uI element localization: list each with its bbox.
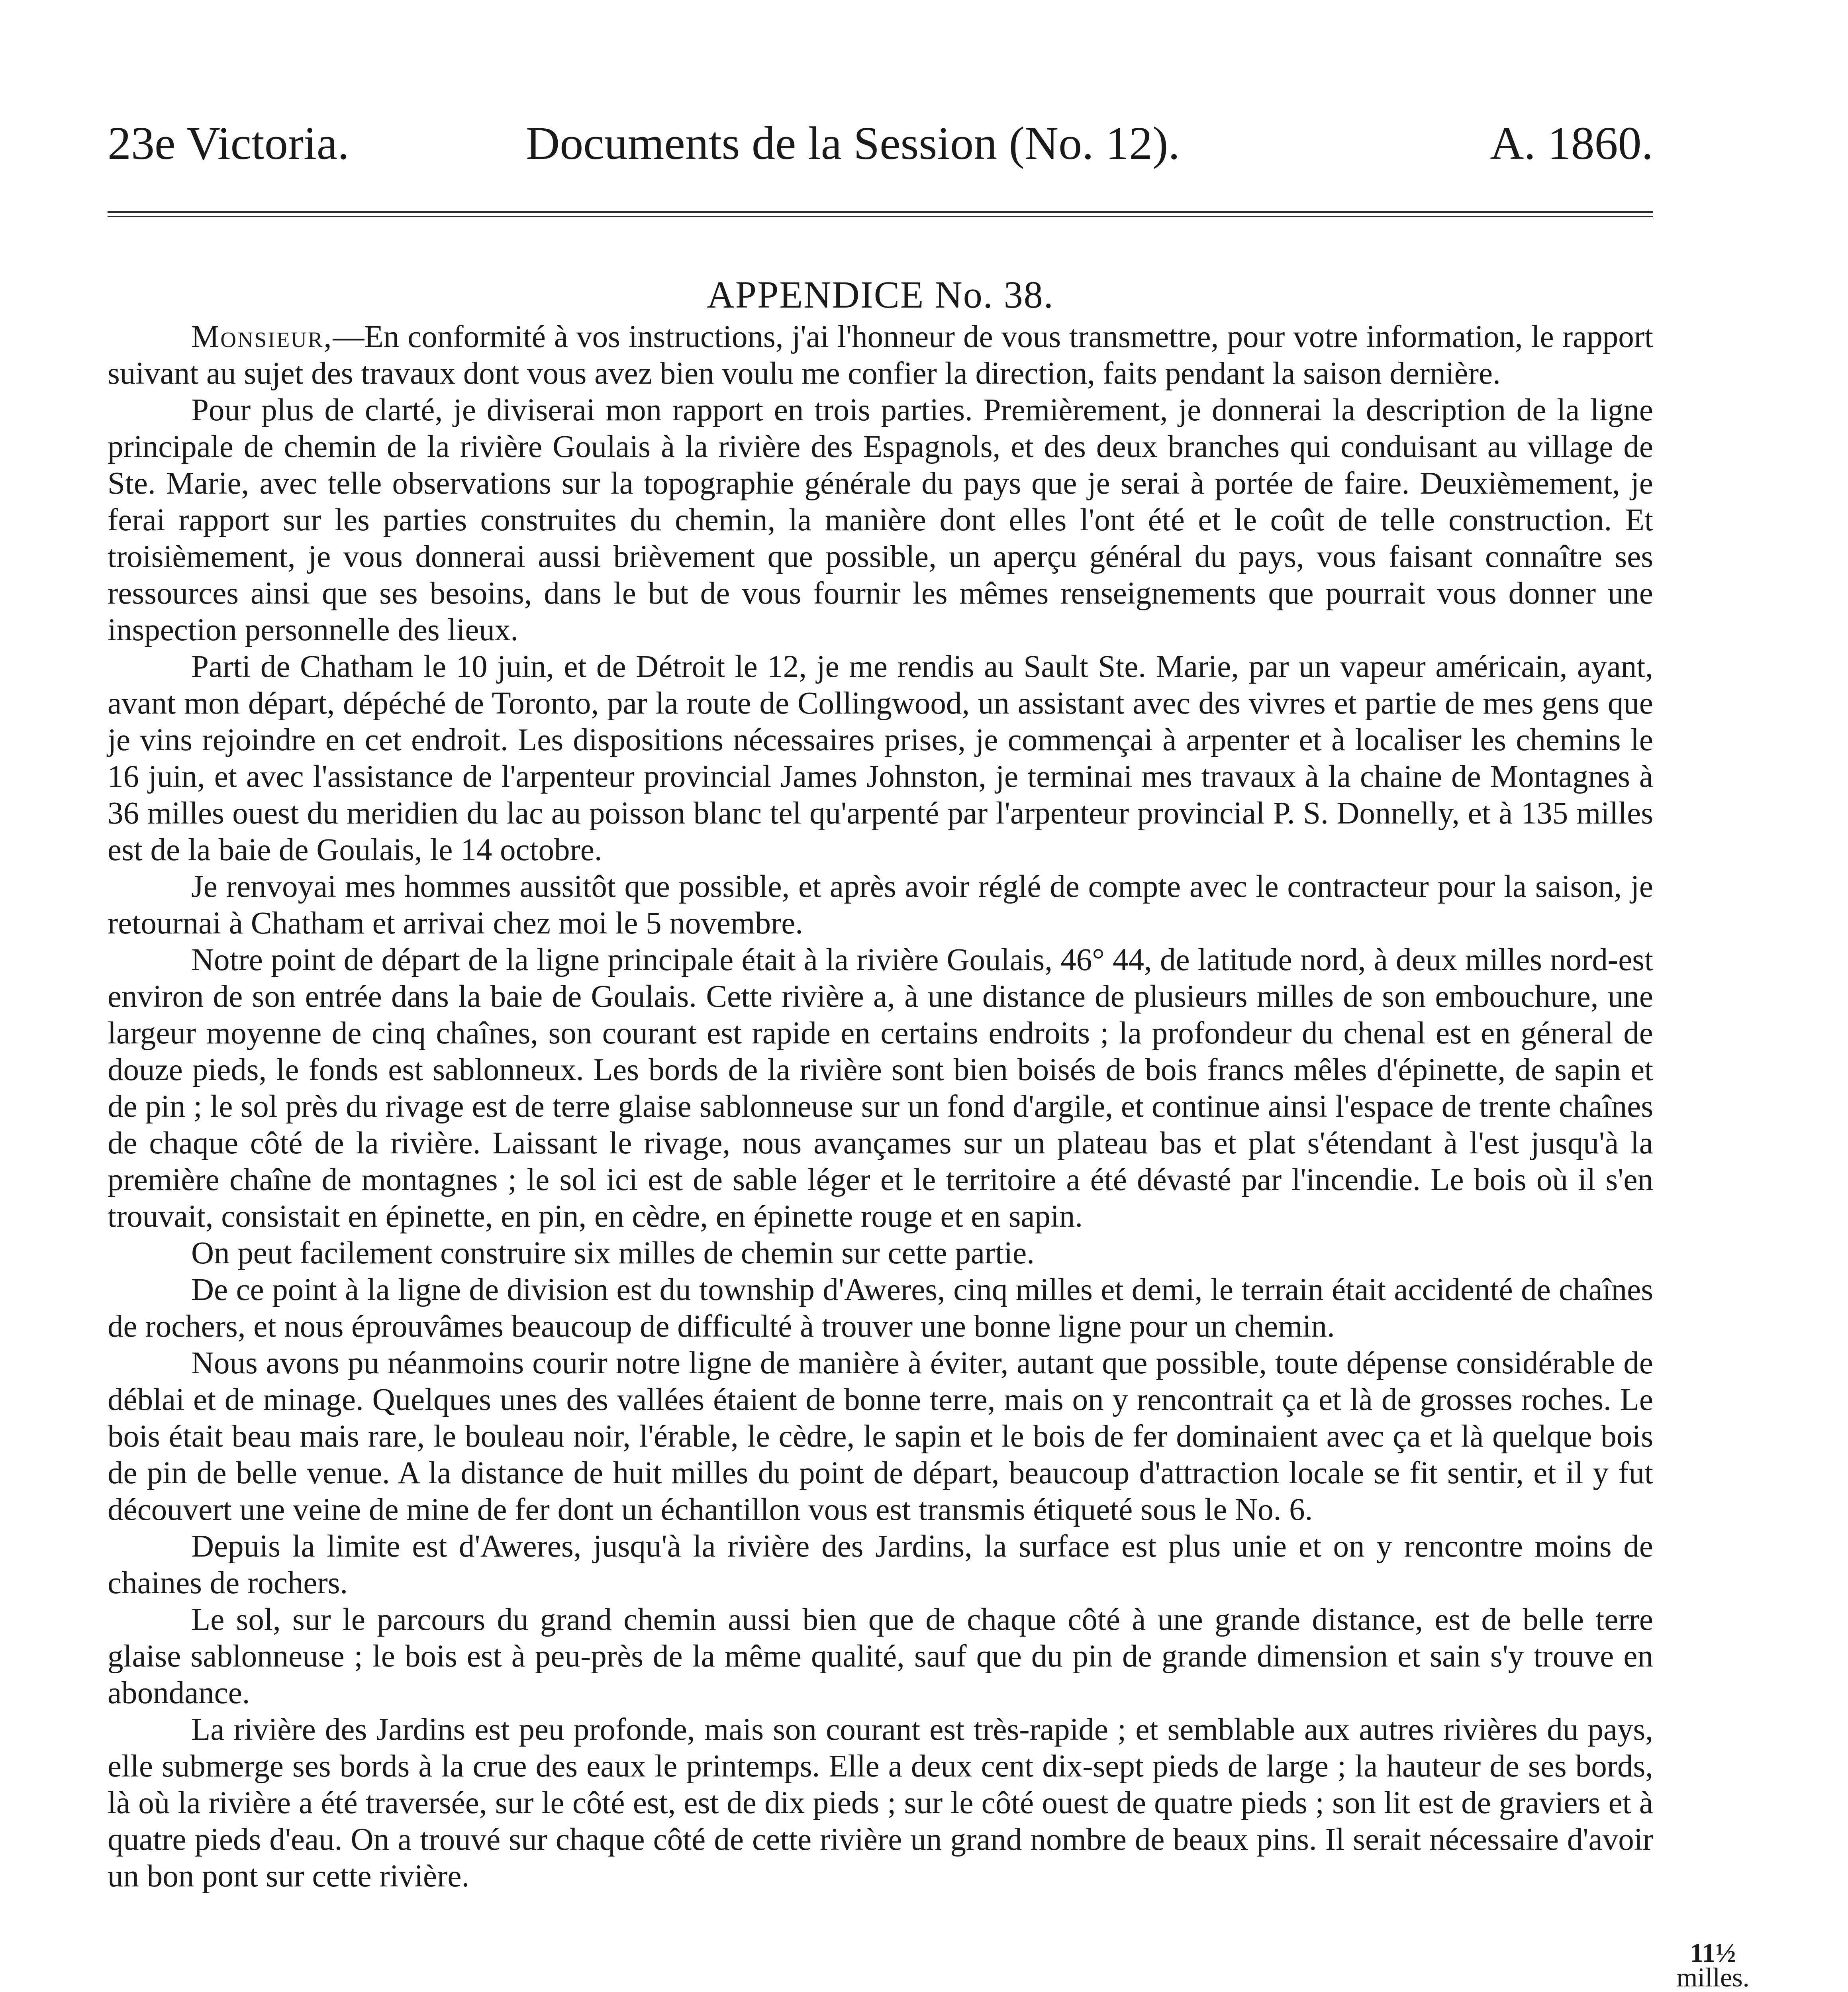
- appendix-title: APPENDICE No. 38.: [707, 273, 1054, 316]
- paragraph: Nous avons pu néanmoins courir notre ligne de manière à éviter, autant que possible, toute dépense considérable de déblai et de minage. Quelques unes des vallées étaient de bonne terre, mais on y rencontrait ça et là de grosses roches. Le bois était beau mais rare, le bouleau noir, l'érable, le cèdre, le sapin et le bois de fer dominaient avec ça et là quelque bois de pin de belle venue. A la distance de huit milles du point de départ, beaucoup d'attraction locale se fit sentir, et il y fut découvert une veine de mine de fer dont un échantillon vous est transmis étiqueté sous le No. 6.: [108, 1346, 1653, 1527]
- paragraph: Parti de Chatham le 10 juin, et de Détroit le 12, je me rendis au Sault Ste. Marie, par un vapeur américain, ayant, avant mon départ, dépéché de Toronto, par la route de Collingwood, un assistant avec des vivres et partie de mes gens que je vins rejoindre en cet endroit. Les dispositions nécessaires prises, je commençai à arpenter et à localiser les chemins le 16 juin, et avec l'assistance de l'arpenteur provincial James Johnston, je terminai mes travaux à la chaine de Montagnes à 36 milles ouest du meridien du lac au poisson blanc tel qu'arpenté par l'arpenteur provincial P. S. Donnelly, et à 135 milles est de la baie de Goulais, le 14 octobre.: [108, 649, 1653, 867]
- header-right: A. 1860.: [1490, 117, 1653, 169]
- header-center: Documents de la Session (No. 12).: [526, 117, 1180, 169]
- paragraph: Monsieur,—En conformité à vos instructions, j'ai l'honneur de vous transmettre, pour votre information, le rapport suivant au sujet des travaux dont vous avez bien voulu me confier la direction, faits pendant la saison dernière.: [108, 320, 1653, 391]
- body-text: [108, 319, 1653, 1895]
- header-rule: [108, 211, 1653, 218]
- header-left: 23e Victoria.: [108, 117, 349, 169]
- salutation: Monsieur,: [191, 320, 333, 354]
- paragraph: On peut facilement construire six milles de chemin sur cette partie.: [191, 1236, 1035, 1270]
- paragraph: Notre point de départ de la ligne principale était à la rivière Goulais, 46° 44, de latitude nord, à deux milles nord-est environ de son entrée dans la baie de Goulais. Cette rivière a, à une distance de plusieurs milles de son embouchure, une largeur moyenne de cinq chaînes, son courant est rapide en certains endroits ; la profondeur du chenal est en géneral de douze pieds, le fonds est sablonneux. Les bords de la rivière sont bien boisés de bois francs mêles d'épinette, de sapin et de pin ; le sol près du rivage est de terre glaise sablonneuse sur un fond d'argile, et continue ainsi l'espace de trente chaînes de chaque côté de la rivière. Laissant le rivage, nous avançames sur un plateau bas et plat s'étendant à l'est jusqu'à la première chaîne de montagnes ; le sol ici est de sable léger et le territoire a été dévasté par l'incendie. Le bois où il s'en trouvait, consistait en épinette, en pin, en cèdre, en épinette rouge et en sapin.: [108, 943, 1653, 1234]
- paragraph: De ce point à la ligne de division est du township d'Aweres, cinq milles et demi, le terrain était accidenté de chaînes de rochers, et nous éprouvâmes beaucoup de difficulté à trouver une bonne ligne pour un chemin.: [108, 1272, 1653, 1344]
- paragraph: La rivière des Jardins est peu profonde, mais son courant est très-rapide ; et semblable aux autres rivières du pays, elle submerge ses bords à la crue des eaux le printemps. Elle a deux cent dix-sept pieds de large ; la hauteur de ses bords, là où la rivière a été traversée, sur le côté est, est de dix pieds ; sur le côté ouest de quatre pieds ; son lit est de graviers et à quatre pieds d'eau. On a trouvé sur chaque côté de cette rivière un grand nombre de beaux pins. Il serait nécessaire d'avoir un bon pont sur cette rivière.: [108, 1712, 1653, 1894]
- paragraph: Depuis la limite est d'Aweres, jusqu'à la rivière des Jardins, la surface est plus unie et on y rencontre moins de chaines de rochers.: [108, 1529, 1653, 1600]
- running-head: [108, 116, 1653, 171]
- paragraph: Pour plus de clarté, je diviserai mon rapport en trois parties. Premièrement, je donnerai la description de la ligne principale de chemin de la rivière Goulais à la rivière des Espagnols, et des deux branches qui conduisant au village de Ste. Marie, avec telle observations sur la topographie générale du pays que je serai à portée de faire. Deuxièmement, je ferai rapport sur les parties construites du chemin, la manière dont elles l'ont été et le coût de telle construction. Et troisièmement, je vous donnerai aussi brièvement que possible, un aperçu général du pays, vous faisant connaître ses ressources ainsi que ses besoins, dans le but de vous fournir les mêmes renseignements que pourrait vous donner une inspection personnelle des lieux.: [108, 393, 1653, 647]
- margin-note: [1665, 1937, 1761, 1992]
- paragraph: Le sol, sur le parcours du grand chemin aussi bien que de chaque côté à une grande distance, est de belle terre glaise sablonneuse ; le bois est à peu-près de la même qualité, sauf que du pin de grande dimension et sain s'y trouve en abondance.: [108, 1602, 1653, 1710]
- margin-note-number: 11½: [1690, 1937, 1736, 1968]
- margin-note-unit: milles.: [1676, 1962, 1750, 1992]
- paragraph: Je renvoyai mes hommes aussitôt que possible, et après avoir réglé de compte avec le contracteur pour la saison, je retournai à Chatham et arrivai chez moi le 5 novembre.: [108, 869, 1653, 941]
